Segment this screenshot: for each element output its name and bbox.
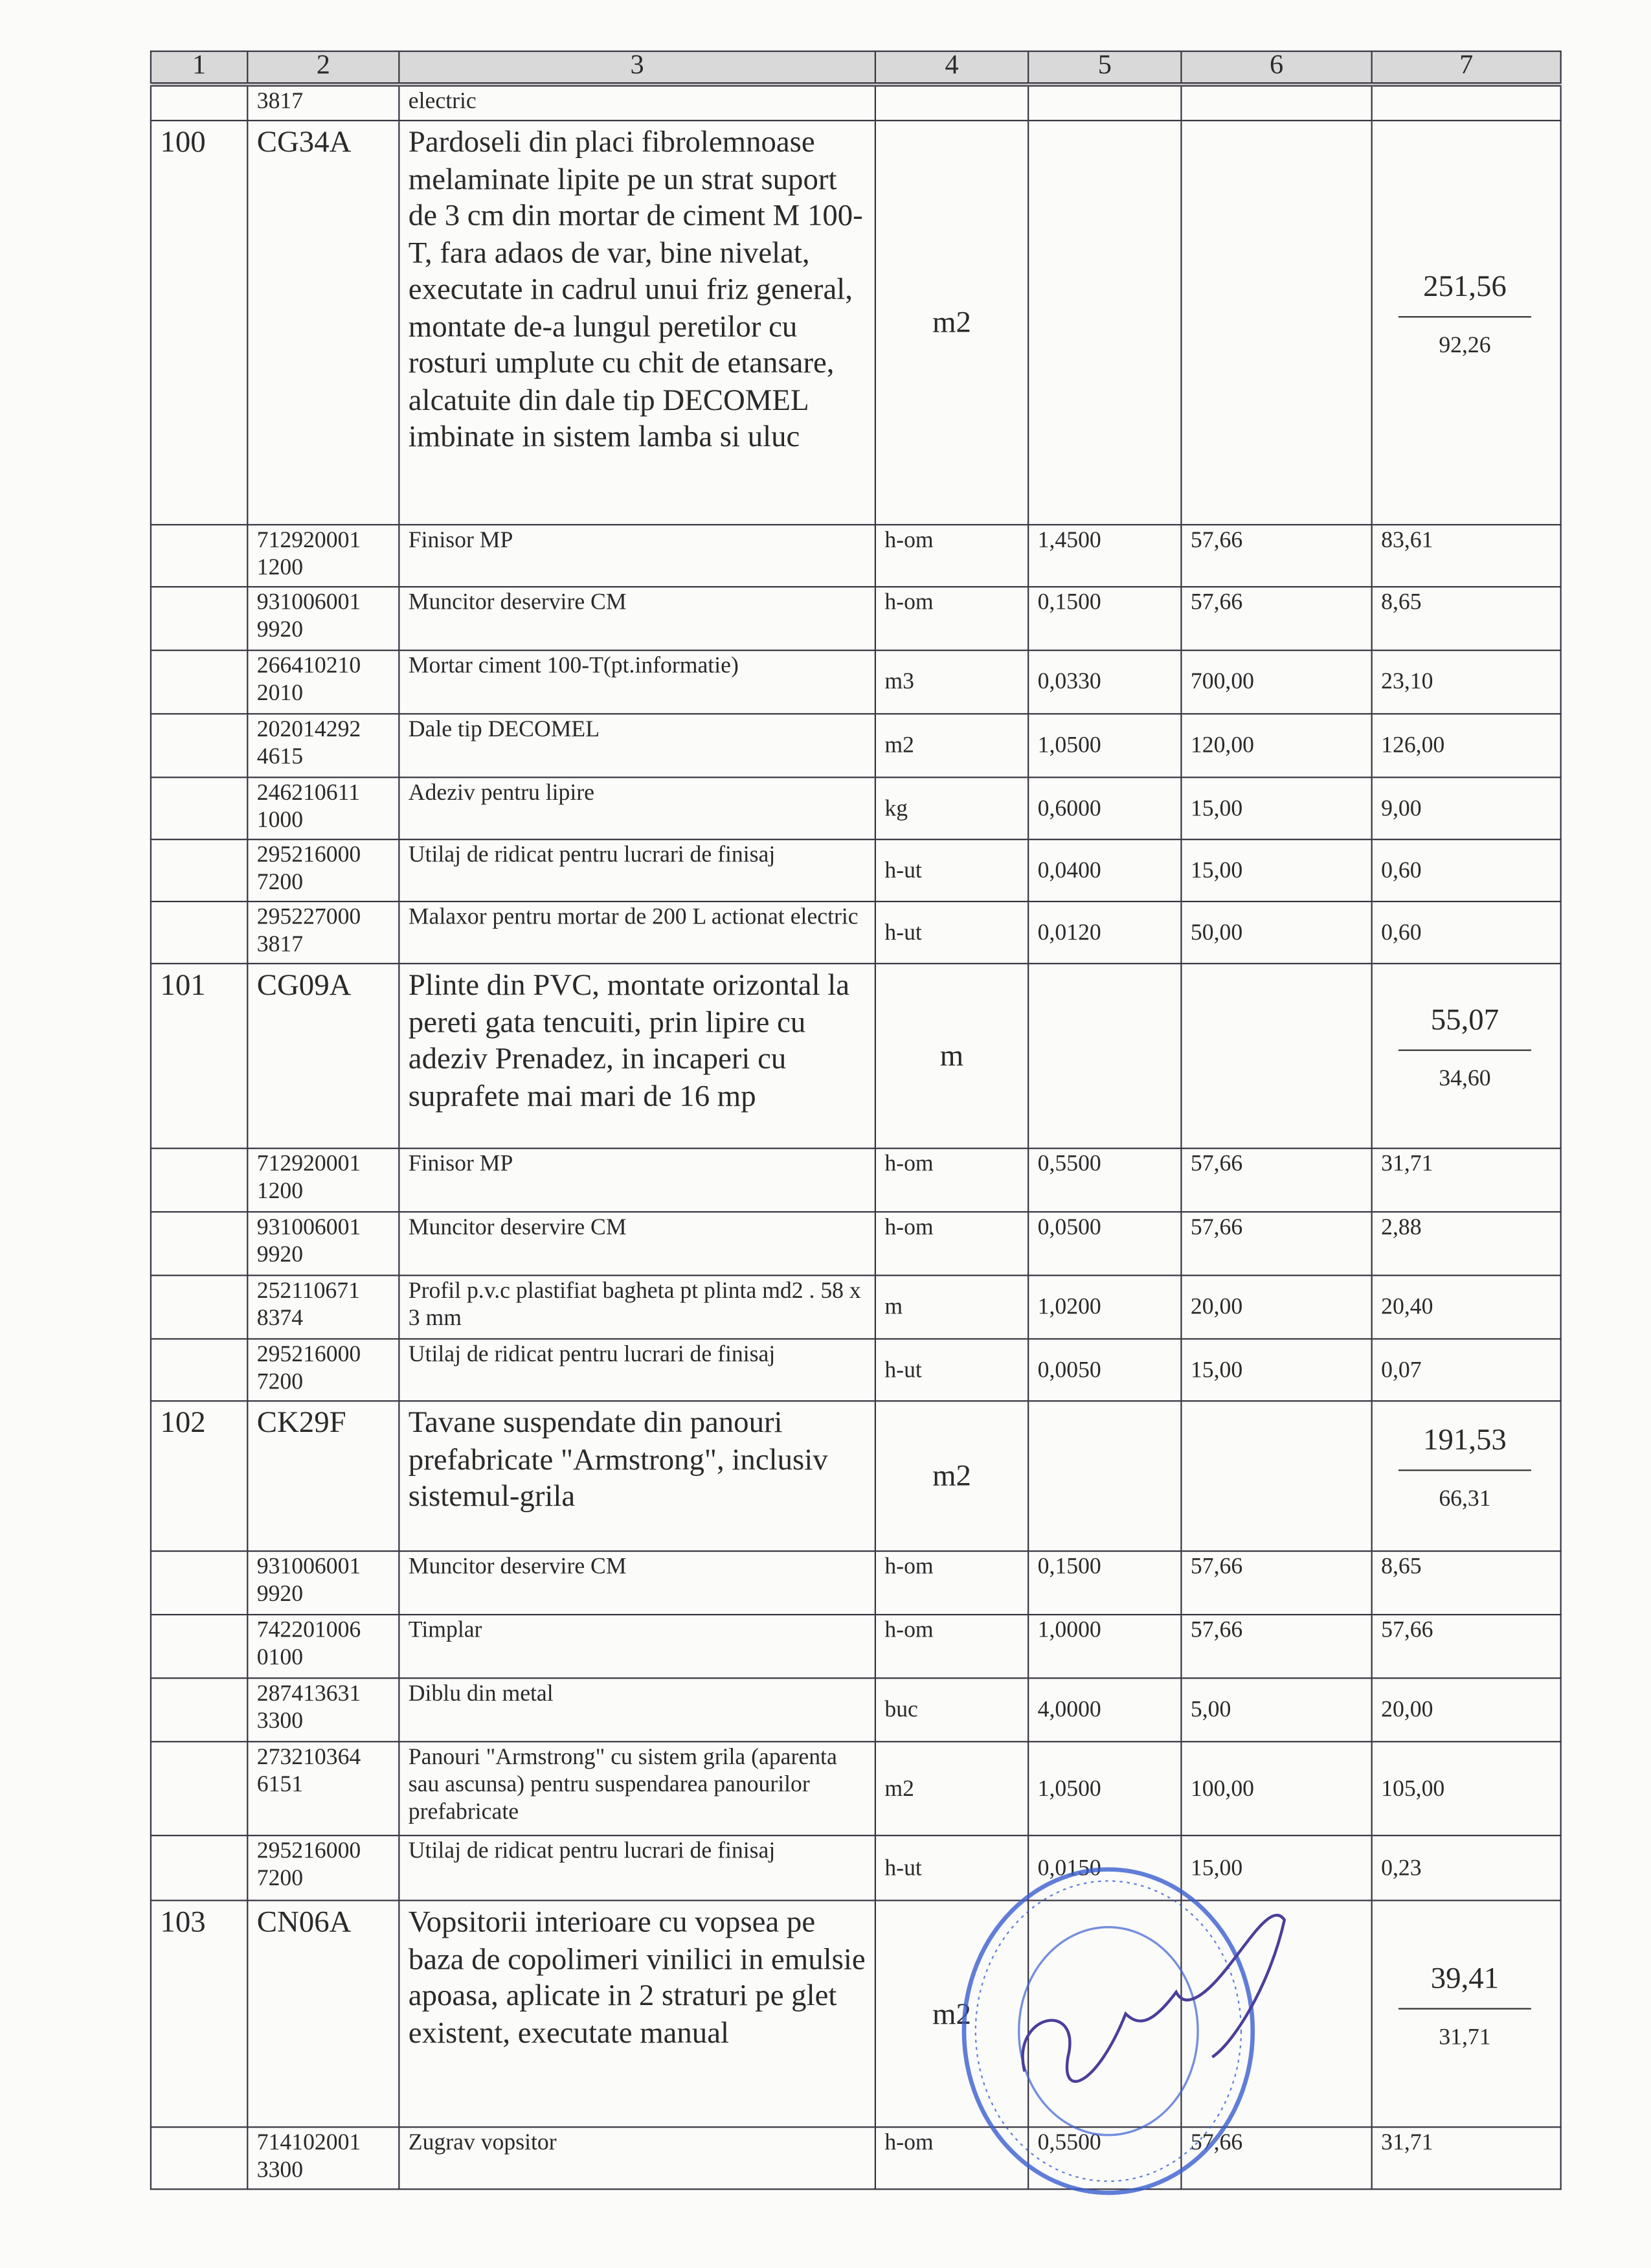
work-item-row <box>151 120 1561 525</box>
item-description: Vopsitorii interioare cu vopsea pe baza de copolimeri vinilici in emulsie apoasa, aplicate in 2 straturi pe glet existent, executate manual <box>399 1900 875 2127</box>
item-number: 101 <box>151 964 247 1148</box>
empty-cell <box>151 587 247 650</box>
resource-description: electric <box>399 84 875 120</box>
unit-price: 15,00 <box>1181 777 1371 839</box>
item-total <box>1372 1900 1561 2127</box>
header-row <box>151 51 1561 84</box>
empty-cell <box>1028 1900 1181 2127</box>
resource-code <box>247 1678 399 1741</box>
value: 105,00 <box>1372 1741 1561 1835</box>
code-line: 714102001 <box>256 2131 361 2155</box>
unit-price: 57,66 <box>1181 2127 1371 2189</box>
code-line: 246210611 <box>256 780 360 806</box>
code-line: 3817 <box>256 932 304 957</box>
value: 8,65 <box>1372 587 1561 650</box>
empty-cell <box>151 839 247 902</box>
empty-cell <box>151 1275 247 1339</box>
unit-price: 57,66 <box>1181 587 1371 650</box>
resource-row <box>151 902 1561 964</box>
resource-unit: h-om <box>875 587 1028 650</box>
code-line: 7200 <box>256 1866 304 1891</box>
norm-code: CN06A <box>247 1900 399 2127</box>
code-line: 295216000 <box>256 843 361 868</box>
quantity: 0,0330 <box>1028 650 1181 714</box>
resource-description: Dale tip DECOMEL <box>399 714 875 777</box>
value: 8,65 <box>1372 1551 1561 1615</box>
total-value: 191,53 <box>1423 1422 1507 1457</box>
item-total <box>1372 1401 1561 1551</box>
resource-code <box>247 1275 399 1339</box>
resource-unit: h-ut <box>875 1835 1028 1900</box>
value: 9,00 <box>1372 777 1561 839</box>
resource-row <box>151 587 1561 650</box>
norm-code: CK29F <box>247 1401 399 1551</box>
code-line: 273210364 <box>256 1745 361 1770</box>
code-line: 3300 <box>256 1709 304 1734</box>
unit-price: 20,00 <box>1181 1275 1371 1339</box>
quantity: 0,1500 <box>1028 1551 1181 1615</box>
unit-price: 700,00 <box>1181 650 1371 714</box>
code-line: 2010 <box>256 681 304 706</box>
resource-row <box>151 714 1561 777</box>
empty-cell <box>875 84 1028 120</box>
fraction-line <box>1398 316 1531 317</box>
total-value: 55,07 <box>1430 1001 1499 1037</box>
norm-code: CG34A <box>247 120 399 525</box>
value: 126,00 <box>1372 714 1561 777</box>
empty-cell <box>1181 1401 1371 1551</box>
code-line: 1200 <box>256 556 304 581</box>
quantity: 0,0150 <box>1028 1835 1181 1900</box>
code-line: 266410210 <box>256 653 361 679</box>
resource-row <box>151 1212 1561 1275</box>
value: 83,61 <box>1372 525 1561 587</box>
code-line: 295216000 <box>256 1342 361 1367</box>
code-line: 295216000 <box>256 1839 361 1864</box>
empty-cell <box>151 2127 247 2189</box>
resource-description: Utilaj de ridicat pentru lucrari de finisaj <box>399 1339 875 1401</box>
code-line: 287413631 <box>256 1681 361 1707</box>
quantity: 0,6000 <box>1028 777 1181 839</box>
resource-row <box>151 2127 1561 2189</box>
column-header-2: 2 <box>247 51 399 84</box>
empty-cell <box>1028 84 1181 120</box>
resource-row <box>151 777 1561 839</box>
empty-cell <box>151 1212 247 1275</box>
resource-unit: m3 <box>875 650 1028 714</box>
code-line: 6151 <box>256 1773 304 1798</box>
resource-code <box>247 714 399 777</box>
resource-unit: h-ut <box>875 1339 1028 1401</box>
code-line: 295227000 <box>256 905 361 930</box>
resource-code <box>247 2127 399 2189</box>
resource-unit: h-om <box>875 1615 1028 1678</box>
unit-price: 120,00 <box>1181 714 1371 777</box>
unit-price: 57,66 <box>1181 1148 1371 1212</box>
item-number: 103 <box>151 1900 247 2127</box>
resource-unit: buc <box>875 1678 1028 1741</box>
resource-unit: h-om <box>875 1148 1028 1212</box>
quantity: 1,0500 <box>1028 1741 1181 1835</box>
resource-unit: h-om <box>875 2127 1028 2189</box>
resource-row <box>151 1339 1561 1401</box>
value: 31,71 <box>1372 1148 1561 1212</box>
value: 0,07 <box>1372 1339 1561 1401</box>
quantity: 1,4500 <box>1028 525 1181 587</box>
resource-description: Adeziv pentru lipire <box>399 777 875 839</box>
quantity: 0,0400 <box>1028 839 1181 902</box>
code-line: 742201006 <box>256 1618 361 1643</box>
unit-price: 15,00 <box>1181 1339 1371 1401</box>
quantity: 1,0200 <box>1028 1275 1181 1339</box>
resource-description: Finisor MP <box>399 1148 875 1212</box>
resource-code <box>247 839 399 902</box>
unit: m2 <box>875 1900 1028 2127</box>
resource-description: Malaxor pentru mortar de 200 L actionat electric <box>399 902 875 964</box>
item-description: Plinte din PVC, montate orizontal la pereti gata tencuiti, prin lipire cu adeziv Prenadez, in incaperi cu suprafete mai mari de 16 mp <box>399 964 875 1148</box>
empty-cell <box>151 1148 247 1212</box>
resource-unit: kg <box>875 777 1028 839</box>
empty-cell <box>151 1835 247 1900</box>
code-line: 712920001 <box>256 1151 361 1177</box>
resource-description: Utilaj de ridicat pentru lucrari de finisaj <box>399 1835 875 1900</box>
unit-price: 57,66 <box>1181 1551 1371 1615</box>
column-header-7: 7 <box>1372 51 1561 84</box>
code-line: 4615 <box>256 745 304 770</box>
quantity: 0,5500 <box>1028 2127 1181 2189</box>
unit-price: 15,00 <box>1181 839 1371 902</box>
labor-value: 34,60 <box>1439 1067 1491 1092</box>
value: 57,66 <box>1372 1615 1561 1678</box>
empty-cell <box>1372 84 1561 120</box>
code-line: 3300 <box>256 2158 304 2183</box>
empty-cell <box>1028 1401 1181 1551</box>
resource-unit: h-om <box>875 1551 1028 1615</box>
quantity: 4,0000 <box>1028 1678 1181 1741</box>
resource-unit: m2 <box>875 714 1028 777</box>
code-line: 9920 <box>256 1582 304 1607</box>
value: 0,60 <box>1372 839 1561 902</box>
resource-description: Muncitor deservire CM <box>399 1551 875 1615</box>
empty-cell <box>1181 120 1371 525</box>
item-description: Tavane suspendate din panouri prefabricate "Armstrong", inclusiv sistemul-grila <box>399 1401 875 1551</box>
empty-cell <box>151 650 247 714</box>
resource-row <box>151 1741 1561 1835</box>
value: 23,10 <box>1372 650 1561 714</box>
resource-row <box>151 839 1561 902</box>
unit-price: 57,66 <box>1181 525 1371 587</box>
resource-code <box>247 1741 399 1835</box>
resource-description: Profil p.v.c plastifiat bagheta pt plinta md2 . 58 x 3 mm <box>399 1275 875 1339</box>
empty-cell <box>151 1678 247 1741</box>
unit-price: 57,66 <box>1181 1615 1371 1678</box>
code-line: 202014292 <box>256 717 361 742</box>
resource-row <box>151 1275 1561 1339</box>
resource-code <box>247 84 399 120</box>
empty-cell <box>151 714 247 777</box>
work-item-row <box>151 1401 1561 1551</box>
empty-cell <box>151 1551 247 1615</box>
quantity: 0,0500 <box>1028 1212 1181 1275</box>
resource-code <box>247 650 399 714</box>
continuation-row <box>151 84 1561 120</box>
resource-row <box>151 1835 1561 1900</box>
resource-code <box>247 1339 399 1401</box>
code-line: 1200 <box>256 1179 304 1204</box>
resource-code <box>247 777 399 839</box>
value: 20,40 <box>1372 1275 1561 1339</box>
code-line: 0100 <box>256 1646 304 1670</box>
resource-unit: m2 <box>875 1741 1028 1835</box>
empty-cell <box>151 902 247 964</box>
resource-row <box>151 1615 1561 1678</box>
unit: m2 <box>875 1401 1028 1551</box>
resource-row <box>151 1551 1561 1615</box>
empty-cell <box>151 525 247 587</box>
resource-code <box>247 525 399 587</box>
labor-value: 31,71 <box>1439 2024 1491 2050</box>
unit-price: 57,66 <box>1181 1212 1371 1275</box>
total-value: 251,56 <box>1423 268 1507 304</box>
unit-price: 50,00 <box>1181 902 1371 964</box>
item-description: Pardoseli din placi fibrolemnoase melaminate lipite pe un strat suport de 3 cm din mortar de ciment M 100-T, fara adaos de var, bine nivelat, executate in cadrul unui friz general, montate de-a lungul peretilor cu rosturi umplute cu chit de etansare, alcatuite din dale tip DECOMEL imbinate in sistem lamba si uluc <box>399 120 875 525</box>
code-line: 931006001 <box>256 1554 361 1580</box>
resource-code <box>247 587 399 650</box>
value: 0,23 <box>1372 1835 1561 1900</box>
item-number: 102 <box>151 1401 247 1551</box>
resource-description: Mortar ciment 100-T(pt.informatie) <box>399 650 875 714</box>
quantity: 1,0500 <box>1028 714 1181 777</box>
resource-unit: h-ut <box>875 839 1028 902</box>
quantity: 0,0050 <box>1028 1339 1181 1401</box>
empty-cell <box>151 1339 247 1401</box>
quantity: 0,0120 <box>1028 902 1181 964</box>
empty-cell <box>1028 964 1181 1148</box>
resource-unit: h-om <box>875 525 1028 587</box>
resource-description: Utilaj de ridicat pentru lucrari de finisaj <box>399 839 875 902</box>
resource-row <box>151 525 1561 587</box>
empty-cell <box>1028 120 1181 525</box>
empty-cell <box>151 1741 247 1835</box>
code-line: 1000 <box>256 808 304 833</box>
quantity: 0,1500 <box>1028 587 1181 650</box>
value: 2,88 <box>1372 1212 1561 1275</box>
resource-code <box>247 1212 399 1275</box>
quantity: 0,5500 <box>1028 1148 1181 1212</box>
empty-cell <box>1181 964 1371 1148</box>
resource-row <box>151 650 1561 714</box>
resource-code <box>247 1615 399 1678</box>
value: 31,71 <box>1372 2127 1561 2189</box>
item-number: 100 <box>151 120 247 525</box>
column-header-1: 1 <box>151 51 247 84</box>
resource-code <box>247 902 399 964</box>
estimate-table <box>150 51 1562 2190</box>
norm-code: CG09A <box>247 964 399 1148</box>
code-line: 8374 <box>256 1306 304 1332</box>
resource-row <box>151 1678 1561 1741</box>
fraction-line <box>1398 2007 1531 2008</box>
code-line: 3817 <box>256 89 304 115</box>
fraction-line <box>1398 1049 1531 1050</box>
empty-cell <box>151 1615 247 1678</box>
resource-description: Zugrav vopsitor <box>399 2127 875 2189</box>
labor-value: 66,31 <box>1439 1486 1491 1512</box>
column-header-6: 6 <box>1181 51 1371 84</box>
code-line: 9920 <box>256 618 304 642</box>
code-line: 7200 <box>256 1370 304 1395</box>
resource-row <box>151 1148 1561 1212</box>
column-header-3: 3 <box>399 51 875 84</box>
resource-code <box>247 1551 399 1615</box>
code-line: 9920 <box>256 1243 304 1268</box>
item-total <box>1372 964 1561 1148</box>
empty-cell <box>151 84 247 120</box>
resource-description: Diblu din metal <box>399 1678 875 1741</box>
resource-description: Panouri "Armstrong" cu sistem grila (aparenta sau ascunsa) pentru suspendarea panourilor prefabricate <box>399 1741 875 1835</box>
column-header-5: 5 <box>1028 51 1181 84</box>
value: 0,60 <box>1372 902 1561 964</box>
quantity: 1,0000 <box>1028 1615 1181 1678</box>
empty-cell <box>151 777 247 839</box>
unit: m <box>875 964 1028 1148</box>
resource-code <box>247 1148 399 1212</box>
resource-description: Finisor MP <box>399 525 875 587</box>
empty-cell <box>1181 1900 1371 2127</box>
fraction-line <box>1398 1469 1531 1471</box>
code-line: 712920001 <box>256 528 361 553</box>
resource-unit: h-om <box>875 1212 1028 1275</box>
unit: m2 <box>875 120 1028 525</box>
total-value: 39,41 <box>1430 1959 1499 1995</box>
resource-unit: m <box>875 1275 1028 1339</box>
code-line: 931006001 <box>256 1215 361 1240</box>
empty-cell <box>1181 84 1371 120</box>
column-header-4: 4 <box>875 51 1028 84</box>
resource-unit: h-ut <box>875 902 1028 964</box>
resource-description: Timplar <box>399 1615 875 1678</box>
work-item-row <box>151 964 1561 1148</box>
work-item-row <box>151 1900 1561 2127</box>
labor-value: 92,26 <box>1439 333 1491 358</box>
unit-price: 100,00 <box>1181 1741 1371 1835</box>
code-line: 252110671 <box>256 1278 360 1304</box>
resource-description: Muncitor deservire CM <box>399 1212 875 1275</box>
unit-price: 15,00 <box>1181 1835 1371 1900</box>
resource-description: Muncitor deservire CM <box>399 587 875 650</box>
resource-code <box>247 1835 399 1900</box>
code-line: 7200 <box>256 870 304 895</box>
code-line: 931006001 <box>256 590 361 615</box>
item-total <box>1372 120 1561 525</box>
value: 20,00 <box>1372 1678 1561 1741</box>
unit-price: 5,00 <box>1181 1678 1371 1741</box>
